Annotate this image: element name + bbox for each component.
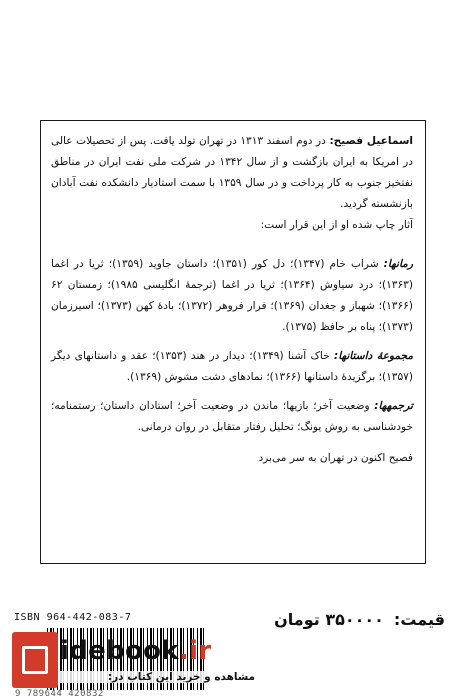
collections-label: مجموعهٔ داستانها: (334, 350, 413, 362)
translations-paragraph (51, 396, 413, 438)
isbn-text: ISBN 964-442-083-7 (14, 612, 132, 623)
closing-line: فصیح اکنون در تهران به سر می‌برد (258, 452, 413, 464)
watermark-tagline: مشاهده و خرید این کتاب در: (60, 671, 255, 683)
book-logo-icon (12, 632, 58, 688)
author-name: اسماعیل فصیح: (329, 135, 414, 147)
collections-paragraph (51, 346, 413, 388)
translations-label: ترجمهها: (374, 400, 413, 412)
price-value: ۳۵۰۰۰۰ تومان (274, 610, 384, 629)
novels-paragraph (51, 254, 413, 338)
site-watermark[interactable] (0, 620, 469, 700)
novels-text: شراب خام (۱۳۴۷)؛ دل کور (۱۳۵۱)؛ داستان جاوید (۱۳۵۹)؛ ثریا در اغما (۱۳۶۳)؛ درد سیاوش (۱۳۶۴)؛ ثریا در اغما (ترجمهٔ انگلیسی ۱۹۸۵)؛ زمستان ۶۲ (۱۳۶۶)؛ شهباز و جغدان (۱۳۶۹)؛ فرار فروهر (۱۳۷۲)؛ بادهٔ کهن (۱۳۷۳)؛ اسیرزمان (۱۳۷۳)؛ پناه بر حافظ (۱۳۷۵). (51, 258, 414, 333)
novels-label: رمانها: (383, 258, 413, 270)
bio-paragraph (51, 131, 413, 215)
content-block (51, 131, 413, 469)
price-label: قیمت: (393, 610, 445, 629)
bio-text: در دوم اسفند ۱۳۱۳ در تهران تولد یافت. پس از تحصیلات عالی در امریکا به ایران بازگشت و از سال ۱۳۴۲ در شرکت ملی نفت ایران در مناطق نفتخیز جنوب به کار پرداخت و در سال ۱۳۵۹ با سمت استادیار دانشکده نفت آبادان بازنشسته گردید. (51, 135, 414, 210)
collections-text: خاک آشنا (۱۳۴۹)؛ دیدار در هند (۱۳۵۳)؛ عقد و داستانهای دیگر (۱۳۵۷)؛ برگزیدهٔ داستانها (۱۳۶۶)؛ نمادهای دشت مشوش (۱۳۶۹). (51, 350, 413, 383)
text-frame (40, 120, 426, 564)
barcode-digits: 9 789644 420832 (15, 689, 104, 699)
watermark-logo: idebook.ir (60, 636, 212, 666)
translations-text: وضعیت آخر؛ بازیها؛ ماندن در وضعیت آخر؛ استادان داستان؛ رستمنامه؛ خودشناسی به روش یونگ؛ تحلیل رفتار متقابل در روان درمانی. (51, 400, 413, 433)
works-intro: آثار چاپ شده او از این قرار است: (260, 219, 413, 231)
